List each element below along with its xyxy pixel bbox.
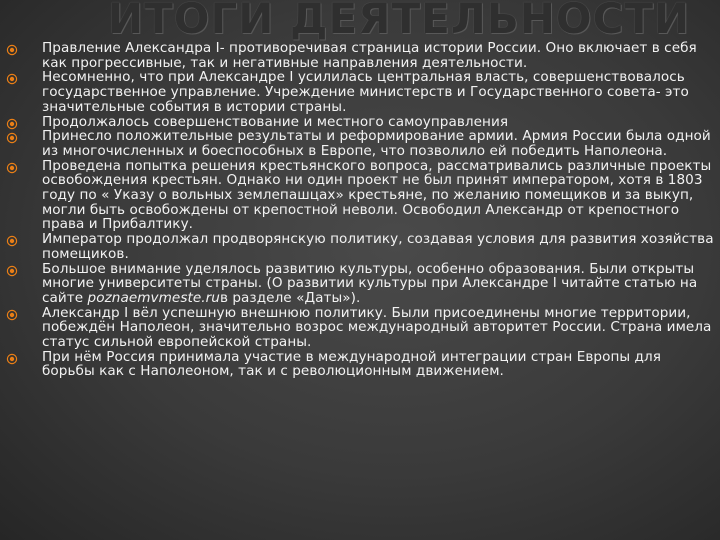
circled-dot-icon bbox=[6, 44, 18, 56]
site-name: poznaemvmeste.ru bbox=[87, 289, 220, 306]
bullet-item bbox=[6, 129, 718, 158]
bullet-item bbox=[6, 70, 718, 114]
bullet-list bbox=[6, 41, 718, 379]
circled-dot-icon bbox=[6, 118, 18, 130]
bullet-text: Большое внимание уделялось развитию культуры, особенно образования. Были открыты многие университеты страны. (О развитии культуры при Александре I читайте статью на сайте bbox=[42, 260, 698, 306]
bullet-item bbox=[6, 115, 718, 130]
bullet-text: При нём Россия принимала участие в международной интеграции стран Европы для борьбы как с Наполеоном, так и с революционным движением. bbox=[42, 348, 661, 380]
circled-dot-icon bbox=[6, 265, 18, 277]
circled-dot-icon bbox=[6, 132, 18, 144]
bullet-item bbox=[6, 262, 718, 306]
circled-dot-icon bbox=[6, 162, 18, 174]
bullet-text: Правление Александра I- противоречивая страница истории России. Оно включает в себя как прогрессивные, так и негативные направления деятельности. bbox=[42, 40, 697, 71]
bullet-text-tail: в разделе «Даты»). bbox=[219, 289, 361, 306]
circled-dot-icon bbox=[6, 235, 18, 247]
bullet-text: Император продолжал продворянскую политику, создавая условия для развития хозяйства помещиков. bbox=[42, 231, 714, 262]
circled-dot-icon bbox=[6, 353, 18, 365]
bullet-text: Проведена попытка решения крестьянского вопроса, рассматривались различные проекты освобождения крестьян. Однако ни один проект не был принят императором, хотя в 1803 году по « Указу о вольных землепашцах» крестьяне, по желанию помещиков и за выкуп, могли быть освобождены от крепостной неволи. Освободил Александр от крепостного права и Прибалтику. bbox=[42, 157, 712, 233]
circled-dot-icon bbox=[6, 73, 18, 85]
circled-dot-icon bbox=[6, 309, 18, 321]
bullet-text: Продолжалось совершенствование и местного самоуправления bbox=[42, 113, 509, 130]
bullet-item bbox=[6, 350, 718, 379]
bullet-text: Александр I вёл успешную внешнюю политику. Были присоединены многие территории, побеждён Наполеон, значительно возрос международный авторитет России. Страна имела статус сильной европейской страны. bbox=[42, 304, 712, 351]
bullet-item bbox=[6, 159, 718, 233]
bullet-text: Принесло положительные результаты и реформирование армии. Армия России была одной из многочисленных и боеспособных в Европе, что позволило ей победить Наполеона. bbox=[42, 128, 711, 159]
bullet-text: Несомненно, что при Александре I усилилась центральная власть, совершенствовалось государственное управление. Учреждение министерств и Государственного совета- это значительные события в истории страны. bbox=[42, 69, 689, 115]
bullet-item bbox=[6, 232, 718, 261]
bullet-item bbox=[6, 41, 718, 70]
slide-title: ИТОГИ ДЕЯТЕЛЬНОСТИ bbox=[108, 0, 691, 43]
bullet-item bbox=[6, 306, 718, 350]
